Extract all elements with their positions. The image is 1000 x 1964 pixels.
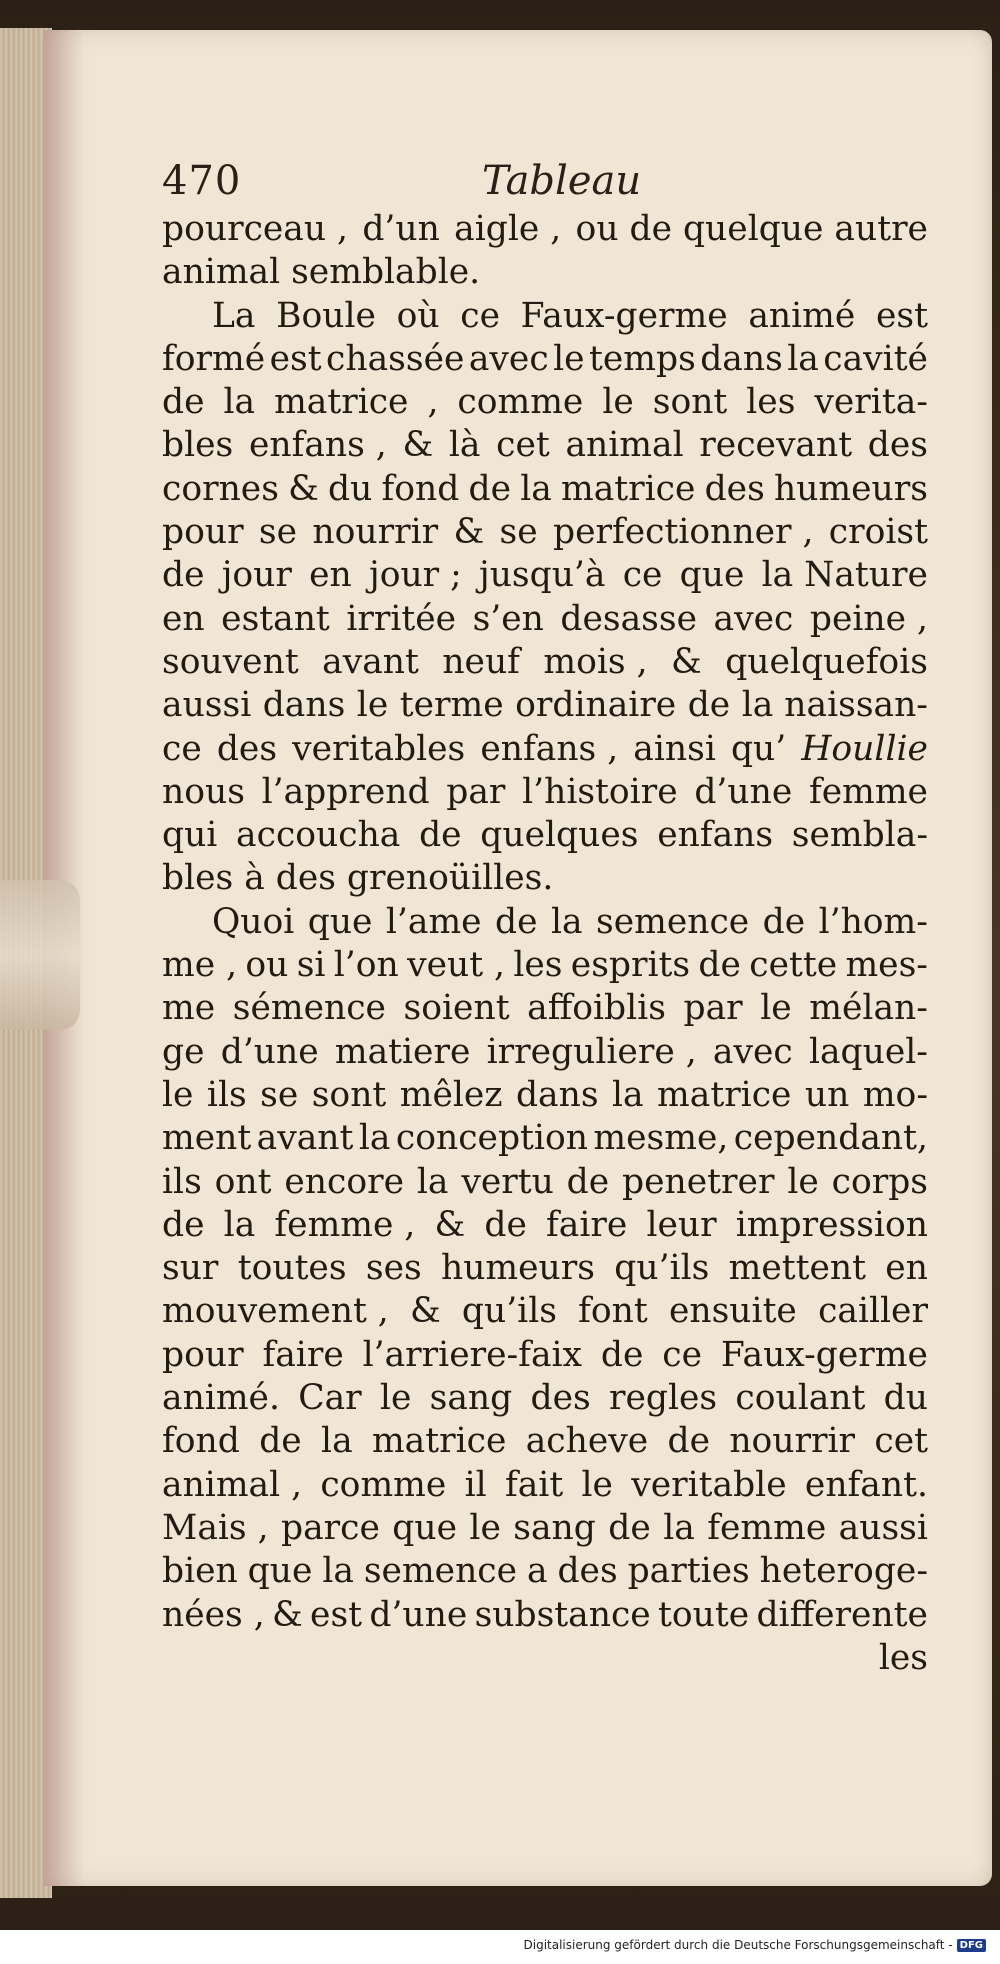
word: la xyxy=(787,338,819,379)
word: ge xyxy=(162,1031,205,1072)
word: matrice xyxy=(657,1074,792,1115)
word: matrice xyxy=(560,468,696,509)
text-line xyxy=(162,1550,928,1593)
word: de xyxy=(495,901,538,942)
word: sembla- xyxy=(791,815,928,856)
word: sont xyxy=(652,382,728,423)
word: & xyxy=(671,641,702,682)
word: corps xyxy=(831,1161,928,1202)
word: la Nature xyxy=(761,555,928,596)
word: esprits xyxy=(570,945,691,986)
word: chassée xyxy=(326,338,465,379)
text-line xyxy=(162,1594,928,1637)
word: d’une xyxy=(369,1594,468,1635)
word: sont xyxy=(311,1074,387,1115)
word: heteroge- xyxy=(759,1551,928,1592)
word: pour xyxy=(162,1334,244,1375)
word: & xyxy=(409,1291,441,1332)
word: femme xyxy=(808,771,928,812)
word: enfans , xyxy=(248,425,387,466)
word: mêlez xyxy=(399,1074,503,1115)
text-line xyxy=(162,901,928,944)
word: le xyxy=(379,1378,412,1419)
word: affoiblis xyxy=(527,988,666,1029)
word: là xyxy=(448,425,481,466)
word: la xyxy=(322,1551,354,1592)
text-line xyxy=(162,1074,928,1117)
text-line xyxy=(162,338,928,381)
word: des xyxy=(216,728,278,769)
word: femme , xyxy=(274,1204,416,1245)
text-line xyxy=(162,1464,928,1507)
text-line xyxy=(162,1334,928,1377)
word: laquel- xyxy=(808,1031,928,1072)
text-line xyxy=(162,1637,928,1680)
word: se xyxy=(258,512,298,553)
word: en xyxy=(162,598,205,639)
word: matrice xyxy=(274,382,409,423)
word: bien xyxy=(162,1551,238,1592)
word: vertu xyxy=(461,1161,554,1202)
word: desasse xyxy=(560,598,698,639)
text-line xyxy=(162,771,928,814)
word: le xyxy=(162,1074,194,1115)
word: l’apprend xyxy=(261,771,430,812)
word: par xyxy=(446,771,506,812)
word: qu’ils xyxy=(614,1248,710,1289)
book-clasp xyxy=(0,880,80,1030)
word: dans xyxy=(262,685,346,726)
word: sang xyxy=(429,1378,513,1419)
word: enfans xyxy=(657,815,774,856)
word: sémence xyxy=(232,988,386,1029)
word: pour xyxy=(162,512,244,553)
credit-bar xyxy=(0,1930,1000,1964)
word: de xyxy=(484,1204,527,1245)
word: fond xyxy=(162,1421,240,1462)
word: veut , xyxy=(407,945,506,986)
word: enfant. xyxy=(804,1464,928,1505)
word: qui xyxy=(162,815,218,856)
word: veritables xyxy=(292,728,466,769)
word: le xyxy=(356,685,389,726)
word: ou xyxy=(245,945,289,986)
word: l’histoire xyxy=(522,771,678,812)
word: Boule xyxy=(276,295,376,336)
word: nous xyxy=(162,771,245,812)
word: substance xyxy=(474,1594,651,1635)
word: comme xyxy=(320,1464,447,1505)
word: des xyxy=(704,468,765,509)
word: par xyxy=(683,988,743,1029)
word: de xyxy=(667,1421,710,1462)
word: que xyxy=(307,901,373,942)
word: fond xyxy=(381,468,460,509)
word: est xyxy=(310,1594,363,1635)
word: animal , xyxy=(162,1464,303,1505)
word: de xyxy=(762,901,806,942)
word: ce xyxy=(162,728,202,769)
word: animal xyxy=(565,425,684,466)
word: peine , xyxy=(809,598,928,639)
text-line xyxy=(162,1161,928,1204)
word: irritée xyxy=(346,598,457,639)
word: quelques xyxy=(480,815,639,856)
word: & xyxy=(288,468,319,509)
word: mes- xyxy=(845,945,928,986)
word: jour xyxy=(221,555,292,596)
word: ainsi xyxy=(633,728,716,769)
word: verita- xyxy=(814,382,928,423)
word: la naissan- xyxy=(741,685,928,726)
word: me xyxy=(162,988,216,1029)
text-line xyxy=(162,944,928,987)
word: femme xyxy=(707,1507,827,1548)
word: sang xyxy=(513,1507,596,1548)
word: leur xyxy=(646,1204,717,1245)
text-line xyxy=(162,1420,928,1463)
word: est xyxy=(269,338,322,379)
word: nourrir xyxy=(729,1421,856,1462)
text-line xyxy=(162,857,928,900)
word: animé xyxy=(748,295,856,336)
text-line xyxy=(162,424,928,467)
word: est xyxy=(875,295,928,336)
word: Faux-germe xyxy=(720,1334,928,1375)
word: de xyxy=(698,945,741,986)
word: bles xyxy=(162,425,234,466)
text-line xyxy=(162,251,928,294)
word: de xyxy=(600,1334,644,1375)
word: aussi xyxy=(162,685,252,726)
word: differente xyxy=(756,1594,928,1635)
text-line xyxy=(162,1247,928,1290)
word: nées , xyxy=(162,1594,265,1635)
word: si xyxy=(296,945,326,986)
word: regles xyxy=(608,1378,718,1419)
word: Faux-germe xyxy=(520,295,728,336)
word: bles à des grenoüilles. xyxy=(162,858,554,899)
word: de xyxy=(259,1421,302,1462)
word: faire xyxy=(262,1334,344,1375)
word: font xyxy=(578,1291,648,1332)
word: semence xyxy=(363,1551,518,1592)
body-text xyxy=(162,208,928,1680)
word: estant xyxy=(221,598,330,639)
word: le xyxy=(581,1464,613,1505)
text-line xyxy=(162,987,928,1030)
word: acheve xyxy=(525,1421,649,1462)
word: & xyxy=(272,1594,303,1635)
word: l’ame xyxy=(385,901,482,942)
word: cet xyxy=(874,1421,928,1462)
word: croist xyxy=(828,512,928,553)
word: dans xyxy=(515,1074,599,1115)
word: jour ; xyxy=(369,555,462,596)
word: jusqu’à xyxy=(479,555,606,596)
word: le xyxy=(553,338,585,379)
word: mo- xyxy=(862,1074,928,1115)
word: la xyxy=(520,468,552,509)
word: la xyxy=(223,1204,256,1245)
word: cet xyxy=(496,425,550,466)
word: recevant xyxy=(699,425,853,466)
word: humeurs xyxy=(440,1248,595,1289)
word: de xyxy=(419,815,462,856)
word: le xyxy=(787,1161,819,1202)
word: la xyxy=(416,1161,449,1202)
word: que xyxy=(679,555,745,596)
word: neuf xyxy=(442,641,520,682)
word: enfans , xyxy=(480,728,619,769)
text-line xyxy=(162,1117,928,1160)
word: perfectionner , xyxy=(553,512,814,553)
page-number: 470 xyxy=(162,158,242,204)
word: que xyxy=(247,1551,313,1592)
running-head xyxy=(162,158,702,214)
text-line xyxy=(162,1031,928,1074)
word: d’une xyxy=(694,771,793,812)
word: , xyxy=(427,382,439,423)
word: cornes xyxy=(162,468,279,509)
word: Car xyxy=(298,1378,362,1419)
word: impression xyxy=(735,1204,928,1245)
word: penetrer xyxy=(622,1161,775,1202)
text-line xyxy=(162,1377,928,1420)
word: & xyxy=(402,425,434,466)
word: cependant, xyxy=(733,1118,928,1159)
word: a xyxy=(526,1551,548,1592)
text-line xyxy=(162,208,928,251)
word: de xyxy=(162,555,205,596)
text-line xyxy=(162,1507,928,1550)
word: dans xyxy=(700,338,783,379)
word: la xyxy=(663,1507,695,1548)
word: Houllie xyxy=(801,728,928,769)
word: du xyxy=(883,1378,928,1419)
word: ils xyxy=(206,1074,247,1115)
word: Quoi xyxy=(212,901,295,942)
word: cailler xyxy=(818,1291,928,1332)
word: la xyxy=(223,382,256,423)
word: les xyxy=(746,382,796,423)
word: souvent xyxy=(162,641,299,682)
word: ce xyxy=(662,1334,703,1375)
word: mois , xyxy=(543,641,648,682)
word: l’arriere-faix xyxy=(362,1334,583,1375)
word: des xyxy=(530,1378,591,1419)
text-line xyxy=(162,728,928,771)
word: avec xyxy=(713,598,794,639)
word: la xyxy=(550,901,583,942)
word: qu’ xyxy=(730,728,787,769)
word: toutes xyxy=(237,1248,347,1289)
word: avec xyxy=(468,338,549,379)
word: ses xyxy=(365,1248,422,1289)
word: de xyxy=(162,382,205,423)
word: mesme, xyxy=(593,1118,729,1159)
word: avant xyxy=(322,641,419,682)
word: le xyxy=(469,1507,501,1548)
word: que xyxy=(392,1507,458,1548)
word: le xyxy=(602,382,634,423)
word: cavité xyxy=(823,338,928,379)
word: matiere xyxy=(334,1031,471,1072)
word: cette xyxy=(749,945,838,986)
word: humeurs xyxy=(773,468,928,509)
word: mettent xyxy=(728,1248,866,1289)
word: de xyxy=(608,1507,651,1548)
credit-text: Digitalisierung gefördert durch die Deutsche Forschungsgemeinschaft - xyxy=(523,1938,953,1952)
text-line xyxy=(162,598,928,641)
word: avant xyxy=(256,1118,354,1159)
text-line xyxy=(162,468,928,511)
word: coulant xyxy=(735,1378,866,1419)
word: de xyxy=(687,685,731,726)
word: nourrir xyxy=(312,512,439,553)
word: animal semblable. xyxy=(162,252,481,293)
word: fait xyxy=(504,1464,564,1505)
word: avec xyxy=(712,1031,793,1072)
text-line xyxy=(162,1204,928,1247)
word: des xyxy=(867,425,928,466)
word: ce xyxy=(460,295,500,336)
text-line xyxy=(162,641,928,684)
word: formé xyxy=(162,338,266,379)
word: parties xyxy=(627,1551,750,1592)
word: mélan- xyxy=(809,988,928,1029)
word: il xyxy=(464,1464,487,1505)
word: de xyxy=(566,1161,610,1202)
word: se xyxy=(499,512,538,553)
word: parce xyxy=(280,1507,380,1548)
word: qu’ils xyxy=(461,1291,557,1332)
word: la xyxy=(358,1118,391,1159)
word: l’on xyxy=(333,945,399,986)
word: aigle , xyxy=(454,209,562,249)
word: ce xyxy=(622,555,663,596)
text-line xyxy=(162,381,928,424)
word: toute xyxy=(658,1594,750,1635)
word: aussi xyxy=(838,1507,928,1548)
word: conception xyxy=(395,1118,588,1159)
word: le xyxy=(760,988,792,1029)
word: d’une xyxy=(220,1031,319,1072)
word: me , xyxy=(162,945,238,986)
word: ou de quelque autre xyxy=(575,209,928,249)
word: soient xyxy=(403,988,510,1029)
word: & xyxy=(453,512,485,553)
text-line xyxy=(162,511,928,554)
word: d’un xyxy=(362,209,440,249)
word: terme xyxy=(399,685,504,726)
word: sur xyxy=(162,1248,219,1289)
word: matrice xyxy=(371,1421,507,1462)
text-line xyxy=(162,814,928,857)
word: La xyxy=(212,295,256,336)
word: accoucha xyxy=(236,815,401,856)
word: la xyxy=(321,1421,353,1462)
word: quelquefois xyxy=(725,641,928,682)
word: faire xyxy=(546,1204,628,1245)
text-line xyxy=(162,554,928,597)
word: mouvement , xyxy=(162,1291,389,1332)
word: animé. xyxy=(162,1378,280,1419)
word: l’hom- xyxy=(818,901,928,942)
word: Mais , xyxy=(162,1507,269,1548)
text-line xyxy=(162,295,928,338)
text-line xyxy=(162,1290,928,1333)
word: comme xyxy=(457,382,584,423)
word: de xyxy=(162,1204,205,1245)
word: semence xyxy=(595,901,750,942)
word: la xyxy=(611,1074,644,1115)
word: des xyxy=(557,1551,618,1592)
word: où xyxy=(396,295,440,336)
word: les xyxy=(878,1637,928,1678)
word: temps xyxy=(588,338,696,379)
word: encore xyxy=(284,1161,404,1202)
word: ment xyxy=(162,1118,252,1159)
word: un xyxy=(804,1074,850,1115)
word: de xyxy=(468,468,512,509)
word: en xyxy=(309,555,352,596)
word: les xyxy=(513,945,563,986)
word: en xyxy=(885,1248,928,1289)
dfg-logo-icon: DFG xyxy=(957,1939,986,1952)
text-line xyxy=(162,684,928,727)
word: & xyxy=(434,1204,466,1245)
word: du xyxy=(328,468,373,509)
word: ensuite xyxy=(668,1291,797,1332)
word: pourceau , xyxy=(162,209,349,249)
word: ordinaire xyxy=(515,685,677,726)
word: ont xyxy=(214,1161,272,1202)
word: se xyxy=(260,1074,299,1115)
running-title: Tableau xyxy=(482,158,642,204)
word: irreguliere , xyxy=(486,1031,697,1072)
credit xyxy=(524,1938,987,1952)
word: s’en xyxy=(472,598,544,639)
word: veritable xyxy=(631,1464,787,1505)
word: ils xyxy=(162,1161,202,1202)
